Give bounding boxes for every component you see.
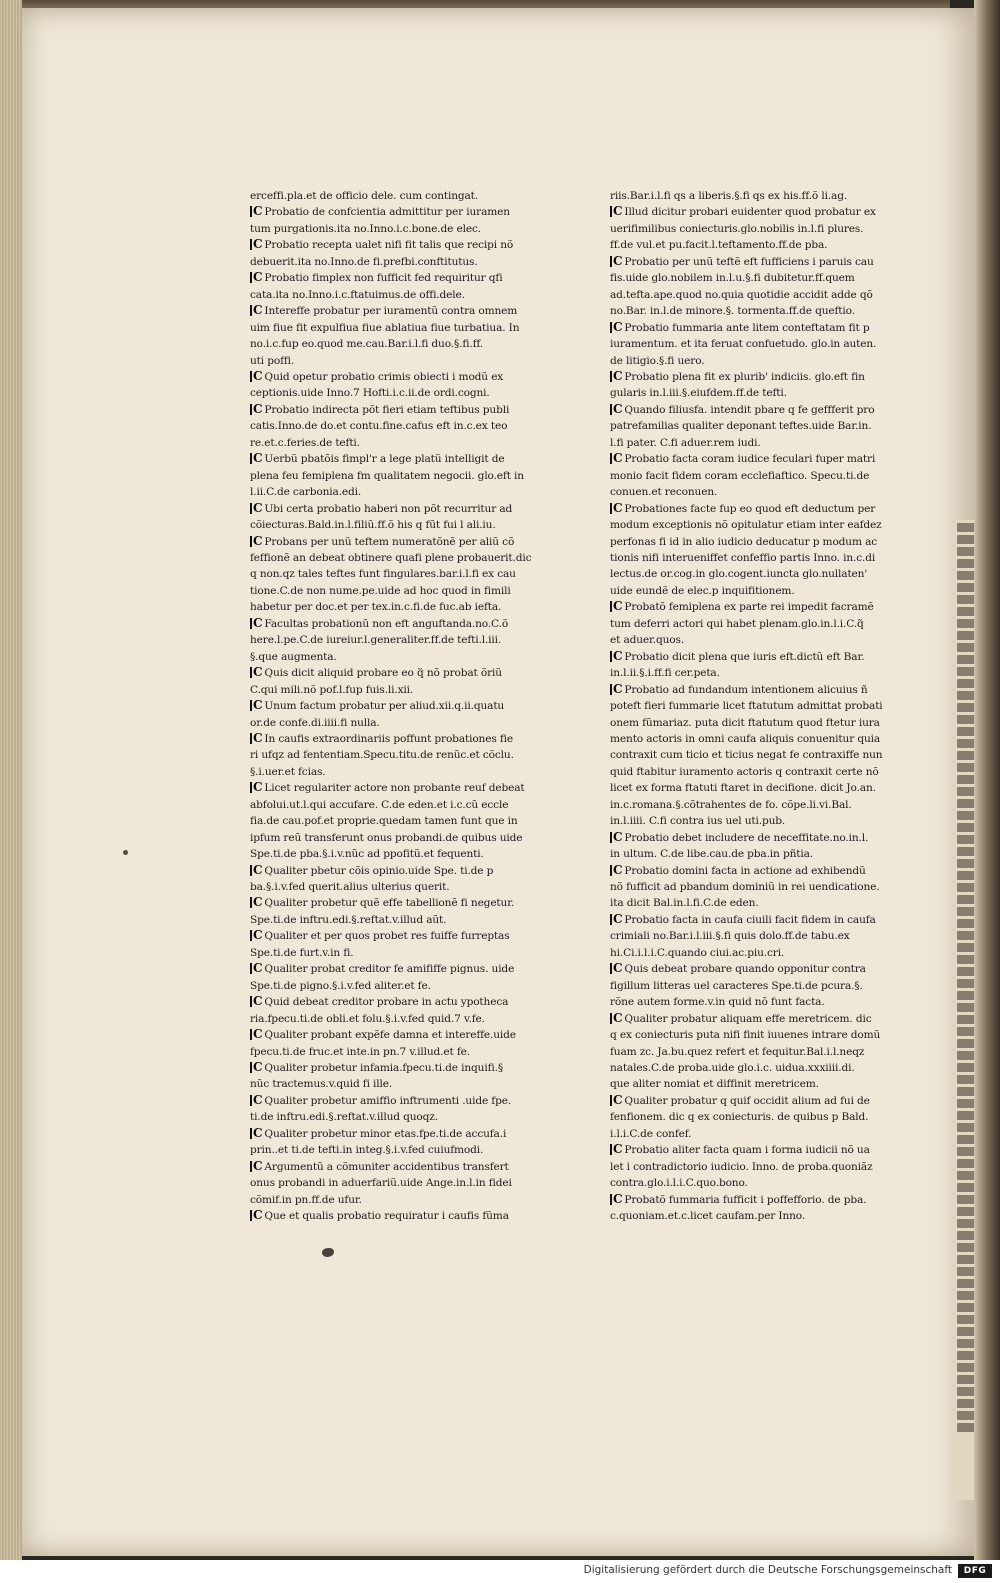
text-line: C Probatio facta in caufa ciuili facit fidem in caufa [610, 912, 910, 928]
text-line: abfolui.ut.l.qui accufare. C.de eden.et i.c.cũ eccle [250, 798, 509, 811]
text-line: fenfionem. dic q ex coniecturis. de quibus p Bald. [610, 1111, 869, 1124]
text-line: ria.fpecu.ti.de obli.et folu.§.i.v.fed quid.7 v.fe. [250, 1012, 485, 1025]
text-entry [610, 402, 910, 451]
text-line: Spe.ti.de furt.v.in fi. [250, 946, 354, 959]
text-line: C Quando filiusfa. intendit pbare q fe geffferit pro [610, 402, 910, 418]
text-entry [250, 1126, 550, 1159]
text-line: C Quid opetur probatio crimis obiecti i modũ ex [250, 369, 550, 385]
text-line: C Probatio fummaria ante litem conteftatam fit p [610, 320, 910, 336]
text-line: C Qualiter et per quos probet res fuiffe furreptas [250, 928, 550, 944]
text-entry [610, 912, 910, 961]
text-line: habetur per doc.et per tex.in.c.fi.de fuc.ab ieftа. [250, 601, 502, 614]
text-line: C Qualiter probetur quẽ effe tabellionẽ fi negetur. [250, 895, 550, 911]
text-line: perfonas fi id in alio iudicio deducatur p modum ac [610, 535, 878, 548]
text-line: c.quoniam.et.c.licet caufam.per Inno. [610, 1210, 806, 1223]
text-line: prin..et ti.de tefti.in integ.§.i.v.fed cuiufmodi. [250, 1144, 484, 1157]
text-line: C Qualiter probetur minor etas.fpe.ti.de accufa.i [250, 1126, 550, 1142]
text-line: tum purgationis.ita no.Inno.i.c.bone.de elec. [250, 222, 481, 235]
text-entry [610, 830, 910, 863]
text-entry [610, 649, 910, 682]
text-entry [250, 731, 550, 780]
text-entry [250, 961, 550, 994]
text-entry [250, 994, 550, 1027]
text-line: patrefamilias qualiter deponant teftes.uide Bar.in. [610, 420, 872, 433]
text-line: C Probationes facte fup eo quod eft deductum per [610, 501, 910, 517]
text-entry [250, 616, 550, 665]
text-line: modum exceptionis nõ opitulatur etiam inter eafdez [610, 519, 882, 532]
text-line: C Qualiter pbetur cõis opinio.uide Spe. ti.de p [250, 863, 550, 879]
text-entry [610, 451, 910, 500]
text-line: uide eundẽ de elec.p inquifitionem. [610, 584, 795, 597]
text-line: C Probatio de confcientia admittitur per iuramen [250, 204, 550, 220]
text-line: C Unum factum probatur per aliud.xii.q.ii.quatu [250, 698, 550, 714]
text-line: C.qui mili.nõ pof.l.fup fuis.li.xii. [250, 683, 414, 696]
text-line: ri ufqz ad fententiam.Specu.titu.de renũc.et cõclu. [250, 749, 514, 762]
text-line: onem fũmariaz. puta dicit ftatutum quod ftetur iura [610, 716, 880, 729]
text-line: C Probatio indirecta põt fieri etiam teftibus publi [250, 402, 550, 418]
text-line: tum deferri actori qui habet plenam.glo.in.l.i.C.q̃ [610, 617, 864, 630]
text-line: in.c.romana.§.cõtrahentes de fo. cõpe.li.vi.Bal. [610, 798, 852, 811]
text-entry [250, 863, 550, 896]
text-line: riis.Bar.i.l.fi qs a liberis.§.fi qs ex his.ff.õ li.ag. [610, 190, 848, 202]
text-line: C Licet regulariter actore non probante reuf debeat [250, 780, 550, 796]
text-line: uti poffi. [250, 354, 295, 367]
text-entry [250, 1093, 550, 1126]
text-line: et aduer.quos. [610, 634, 685, 647]
text-line: in.l.ii.§.i.ff.fi cer.peta. [610, 667, 720, 680]
ink-speck [123, 850, 128, 855]
text-line: C Probatio per unũ teftẽ eft fufficiens i paruis cau [610, 254, 910, 270]
text-line: ceptionis.uide Inno.7 Hofti.i.c.ii.de ordi.cogni. [250, 387, 490, 400]
text-column-left [250, 188, 550, 1225]
text-line: C Probatio recepta ualet nifi fit talis que recipi nõ [250, 237, 550, 253]
text-entry [250, 1159, 550, 1208]
text-line: C Ubi certa probatio haberi non põt recurritur ad [250, 501, 550, 517]
text-line: cata.ita no.Inno.i.c.ftatuimus.de offi.dele. [250, 288, 465, 301]
text-line: ti.de inftru.edi.§.reftat.v.illud quoqz. [250, 1111, 438, 1124]
text-line: q ex coniecturis puta nifi finit iuuenes intrare domũ [610, 1029, 881, 1042]
text-line: i.l.i.C.de confef. [610, 1127, 692, 1140]
text-line: cõiecturas.Bald.in.l.filiũ.ff.õ his q fũt fui l ali.iu. [250, 519, 496, 532]
book-spine-shadow [974, 0, 1000, 1560]
text-entry [250, 1060, 550, 1093]
text-entry [610, 320, 910, 369]
text-entry [610, 599, 910, 648]
text-entry [610, 1093, 910, 1142]
text-line: licet ex forma ftatuti ftaret in decifione. dicit Jo.an. [610, 782, 876, 795]
text-line: ita dicit Bal.in.l.fi.C.de eden. [610, 897, 759, 910]
text-line: C Illud dicitur probari euidenter quod probatur ex [610, 204, 910, 220]
text-line: fia.de cau.pof.et proprie.quedam tamen funt que in [250, 815, 518, 828]
text-entry [250, 402, 550, 451]
text-entry [250, 303, 550, 369]
text-line: monio facit fidem coram ecclefiaftico. Specu.ti.de [610, 469, 870, 482]
text-line: plena feu femiplena fm qualitatem negocii. glo.eft in [250, 469, 524, 482]
text-line: C Probatio aliter facta quam i forma iudicii nõ ua [610, 1142, 910, 1158]
text-line: in ultum. C.de libe.cau.de pba.in pñtia. [610, 848, 813, 861]
text-line: crimiali no.Bar.i.l.iii.§.fi quis dolo.ff.de tabu.ex [610, 930, 850, 943]
text-entry [610, 961, 910, 1010]
text-line: uerifimilibus coniecturis.glo.nobilis in.l.fi plures. [610, 222, 864, 235]
text-line: C In caufis extraordinariis poffunt probationes fie [250, 731, 550, 747]
text-entry [250, 204, 550, 237]
text-line: C Qualiter probatur aliquam effe meretricem. dic [610, 1011, 910, 1027]
text-line: conuen.et reconuen. [610, 486, 718, 499]
text-line: mento actoris in omni caufa aliquis conuenitur quia [610, 732, 881, 745]
text-entry [250, 698, 550, 731]
text-line: C Probatõ fummaria fufficit i poffefforio. de pba. [610, 1192, 910, 1208]
text-entry [250, 188, 550, 204]
text-line: que aliter nomiat et diffinit meretricem. [610, 1078, 819, 1091]
text-line: l.ii.C.de carbonia.edi. [250, 486, 362, 499]
text-line: C Uerbũ pbatõis fimpl'r a lege platũ intelligit de [250, 451, 550, 467]
text-line: C Qualiter probat creditor fe amififfe pignus. uide [250, 961, 550, 977]
text-line: C Qualiter probatur q quif occidit alium ad fui de [610, 1093, 910, 1109]
text-line: quid ftabitur iuramento actoris q contraxit certe nõ [610, 765, 879, 778]
text-line: C Probatõ femiplena ex parte rei impedit facramẽ [610, 599, 910, 615]
text-line: nõ fufficit ad pbandum dominiũ in rei uendicatione. [610, 881, 880, 894]
text-line: lectus.de or.cog.in glo.cogent.iuncta glo.nullaten' [610, 568, 868, 581]
text-line: C Probans per unũ teftem numeratõnẽ per aliũ cõ [250, 534, 550, 550]
text-line: fpecu.ti.de fruc.et inte.in pn.7 v.illud.et fe. [250, 1045, 470, 1058]
text-line: §.i.uer.et fcias. [250, 765, 326, 778]
text-entry [250, 451, 550, 500]
text-line: no.Bar. in.l.de minore.§. tormenta.ff.de queftio. [610, 305, 855, 318]
text-line: nũc tractemus.v.quid fi ille. [250, 1078, 393, 1091]
text-line: iuramentum. et ita feruat confuetudo. glo.in auten. [610, 338, 877, 351]
text-line: no.i.c.fup eo.quod me.cau.Bar.i.l.fi duo.§.fi.ff. [250, 338, 483, 351]
text-line: ff.de vul.et pu.facit.l.teftamento.ff.de pba. [610, 239, 828, 252]
text-line: C Facultas probationũ non eft anguftanda.no.C.õ [250, 616, 550, 632]
text-line: erceffi.pla.et de officio dele. cum contingat. [250, 190, 479, 202]
text-line: contra.glo.i.l.i.C.quo.bono. [610, 1177, 748, 1190]
text-entry [250, 1208, 550, 1224]
text-entry [610, 369, 910, 402]
text-line: fuam zc. Ja.bu.quez refert et fequitur.Bal.i.l.neqz [610, 1045, 865, 1058]
text-entry [610, 863, 910, 912]
text-entry [250, 534, 550, 616]
text-entry [250, 501, 550, 534]
text-line: let i contradictorio iudicio. Inno. de proba.quoniãz [610, 1160, 873, 1173]
text-line: uim fiue fit expulfiua fiue ablatiua fiue turbatiua. In [250, 321, 520, 334]
text-line: natales.C.de proba.uide glo.i.c. uidua.xxxiiii.di. [610, 1062, 855, 1075]
text-entry [250, 780, 550, 862]
text-line: Spe.ti.de pigno.§.i.v.fed aliter.et fe. [250, 979, 431, 992]
text-entry [250, 237, 550, 270]
text-line: re.et.c.feries.de tefti. [250, 436, 360, 449]
text-line: hi.Ci.i.l.i.C.quando ciui.ac.piu.cri. [610, 946, 785, 959]
text-entry [250, 1027, 550, 1060]
text-line: figillum litteras uel caracteres Spe.ti.de pcura.§. [610, 979, 863, 992]
text-entry [250, 270, 550, 303]
text-line: C Argumentũ a cõmuniter accidentibus transfert [250, 1159, 550, 1175]
text-entry [250, 369, 550, 402]
text-line: onus probandi in aduerfariũ.uide Ange.in.l.in fidei [250, 1177, 512, 1190]
text-line: q non.qz tales teftes funt fingulares.bar.i.l.fi ex cau [250, 568, 516, 581]
text-line: C Quis debeat probare quando opponitur contra [610, 961, 910, 977]
text-line: C Qualiter probant expẽfe damna et intereffe.uide [250, 1027, 550, 1043]
text-entry [610, 501, 910, 600]
text-line: tionis nifi interueniffet confeffio partis Inno. in.c.di [610, 551, 876, 564]
text-line: C Qualiter probetur amiffio inftrumenti .uide fpe. [250, 1093, 550, 1109]
text-line: §.que augmenta. [250, 650, 337, 663]
text-line: l.fi pater. C.fi aduer.rem iudi. [610, 436, 761, 449]
text-line: gularis in.l.iii.§.eiufdem.ff.de tefti. [610, 387, 787, 400]
text-line: here.l.pe.C.de iureiur.l.generaliter.ff.de tefti.l.iii. [250, 634, 502, 647]
text-line: C Probatio domini facta in actione ad exhibendũ [610, 863, 910, 879]
text-line: ba.§.i.v.fed querit.alius ulterius querit. [250, 881, 450, 894]
text-line: C Quis dicit aliquid probare eo q̃ nõ probat õriũ [250, 665, 550, 681]
text-line: or.de confe.di.iiii.fi nulla. [250, 716, 380, 729]
text-line: poteft fieri fummarie licet ftatutum admittat probati [610, 700, 883, 713]
text-line: in.l.iiii. C.fi contra ius uel uti.pub. [610, 815, 786, 828]
text-line: debuerit.ita no.Inno.de fi.prefbi.conftitutus. [250, 255, 478, 268]
funding-credit: Digitalisierung gefördert durch die Deutsche Forschungsgemeinschaft [583, 1564, 952, 1576]
text-line: tione.C.de non nume.pe.uide ad hoc quod in fimili [250, 584, 511, 597]
text-line: cõmif.in pn.ff.de ufur. [250, 1193, 362, 1206]
text-column-right [610, 188, 910, 1225]
text-line: contraxit cum ticio et ticius negat fe contraxiffe nun [610, 749, 883, 762]
text-line: C Qualiter probetur infamia.fpecu.ti.de inquifi.§ [250, 1060, 550, 1076]
text-line: C Que et qualis probatio requiratur i caufis fũma [250, 1208, 550, 1224]
text-entry [610, 1192, 910, 1225]
text-line: feffionẽ an debeat obtinere quafi plene probauerit.dic [250, 551, 532, 564]
text-line: C Probatio dicit plena que iuris eft.dictũ eft Bar. [610, 649, 910, 665]
text-line: C Probatio ad fundandum intentionem alicuius ñ [610, 682, 910, 698]
text-line: C Probatio facta coram iudice feculari fuper matri [610, 451, 910, 467]
text-line: C Probatio plena fit ex plurib' indiciis. glo.eft fin [610, 369, 910, 385]
text-line: rõne autem forme.v.in quid nõ funt facta. [610, 996, 825, 1009]
text-line: ad.tefta.ape.quod no.quia quotidie accidit adde qõ [610, 288, 873, 301]
text-line: Spe.ti.de pba.§.i.v.nũc ad ppofitũ.et fequenti. [250, 848, 484, 861]
text-entry [610, 204, 910, 253]
text-line: fis.uide glo.nobilem in.l.u.§.fi dubitetur.ff.quem [610, 272, 855, 285]
text-entry [610, 188, 910, 204]
text-entry [610, 1142, 910, 1191]
text-line: C Probatio debet includere de neceffitate.no.in.l. [610, 830, 910, 846]
text-entry [250, 665, 550, 698]
book-page-edges [0, 0, 22, 1560]
text-entry [610, 682, 910, 830]
text-entry [610, 1011, 910, 1093]
text-line: C Probatio fimplex non fufficit fed requiritur qfi [250, 270, 550, 286]
dfg-logo: DFG [958, 1564, 992, 1578]
text-line: Spe.ti.de inftru.edi.§.reftat.v.illud aũt. [250, 913, 447, 926]
text-line: C Intereffe probatur per iuramentũ contra omnem [250, 303, 550, 319]
text-line: de litigio.§.fi uero. [610, 354, 705, 367]
text-line: ipfum reũ transferunt onus probandi.de quibus uide [250, 831, 523, 844]
text-entry [250, 928, 550, 961]
text-entry [250, 895, 550, 928]
text-entry [610, 254, 910, 320]
text-line: C Quid debeat creditor probare in actu ypotheca [250, 994, 550, 1010]
text-line: catis.Inno.de do.et contu.fine.cafus eft in.c.ex teo [250, 420, 508, 433]
